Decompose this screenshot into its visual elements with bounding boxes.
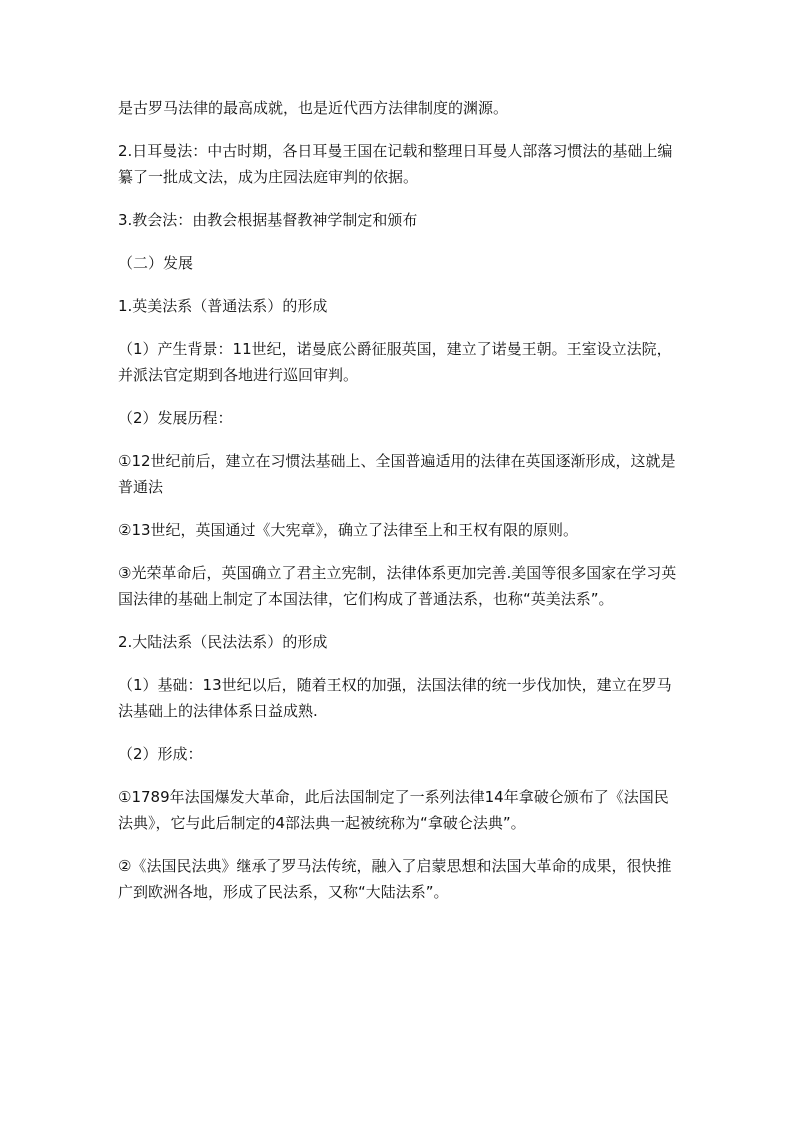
paragraph-civil-law-item-1: ①1789年法国爆发大革命，此后法国制定了一系列法律14年拿破仑颁布了《法国民法典》，它与此后制定的4部法典一起被统称为“拿破仑法典”。 xyxy=(118,788,669,832)
paragraph-common-law-history-label: （2）发展历程： xyxy=(118,409,233,427)
paragraph-canon-law: 3.教会法：由教会根据基督教神学制定和颁布 xyxy=(118,211,418,229)
paragraph-common-law-item-3: ③光荣革命后，英国确立了君主立宪制，法律体系更加完善.美国等很多国家在学习英国法律的基础上制定了本国法律，它们构成了普通法系，也称“英美法系”。 xyxy=(118,564,677,608)
paragraph-roman-law-end: 是古罗马法律的最高成就，也是近代西方法律制度的渊源。 xyxy=(118,99,509,117)
paragraph-common-law-item-1: ①12世纪前后，建立在习惯法基础上、全国普遍适用的法律在英国逐渐形成，这就是普通法 xyxy=(118,452,676,496)
subheading-civil-law: 2.大陆法系（民法法系）的形成 xyxy=(118,633,328,651)
paragraph-germanic-law: 2.日耳曼法：中古时期，各日耳曼王国在记载和整理日耳曼人部落习惯法的基础上编纂了一批成文法，成为庄园法庭审判的依据。 xyxy=(118,142,673,186)
paragraph-civil-law-item-2: ②《法国民法典》继承了罗马法传统，融入了启蒙思想和法国大革命的成果，很快推广到欧洲各地，形成了民法系，又称“大陆法系”。 xyxy=(118,857,672,901)
paragraph-civil-law-formation-label: （2）形成： xyxy=(118,745,203,763)
subheading-common-law: 1.英美法系（普通法系）的形成 xyxy=(118,297,328,315)
paragraph-common-law-background: （1）产生背景：11世纪，诺曼底公爵征服英国，建立了诺曼王朝。王室设立法院，并派法官定期到各地进行巡回审判。 xyxy=(118,340,672,384)
section-heading-development: （二）发展 xyxy=(118,254,194,272)
paragraph-civil-law-basis: （1）基础：13世纪以后，随着王权的加强，法国法律的统一步伐加快，建立在罗马法基础上的法律体系日益成熟. xyxy=(118,676,672,720)
document-body xyxy=(118,95,678,922)
paragraph-common-law-item-2: ②13世纪，英国通过《大宪章》，确立了法律至上和王权有限的原则。 xyxy=(118,521,579,539)
